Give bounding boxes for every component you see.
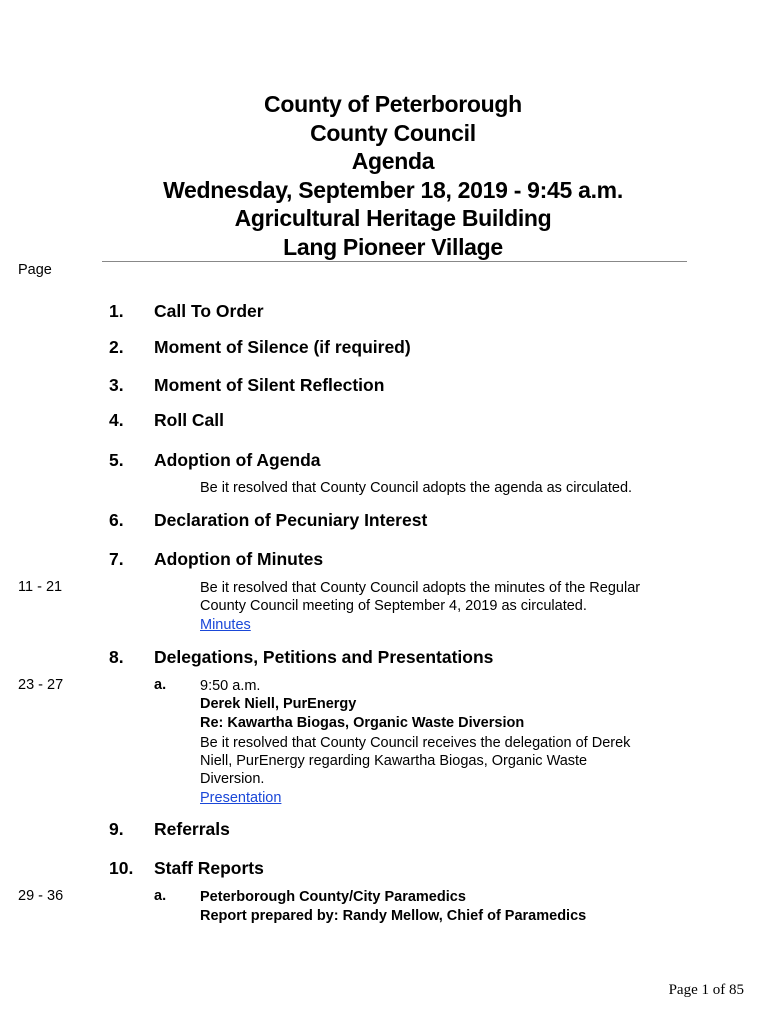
item-8a-resolution-line-1: Be it resolved that County Council receives the delegation of Derek <box>200 735 631 751</box>
item-7-resolution-line-2: County Council meeting of September 4, 2019 as circulated. <box>200 598 587 614</box>
item-8-number: 8. <box>109 647 124 667</box>
item-8a-page-range: 23 - 27 <box>18 677 64 693</box>
title-line-building: Agricultural Heritage Building <box>234 205 552 231</box>
item-6-number: 6. <box>109 510 124 530</box>
item-10a-title: Peterborough County/City Paramedics <box>200 889 466 905</box>
item-5-heading: Adoption of Agenda <box>154 450 321 470</box>
item-8a-delegate: Derek Niell, PurEnergy <box>200 696 357 712</box>
title-line-date: Wednesday, September 18, 2019 - 9:45 a.m. <box>163 176 623 203</box>
item-2-number: 2. <box>109 337 124 357</box>
item-4-number: 4. <box>109 410 124 430</box>
item-10a-author: Report prepared by: Randy Mellow, Chief of Paramedics <box>200 908 587 924</box>
minutes-link[interactable]: Minutes <box>200 617 251 633</box>
item-7-number: 7. <box>109 549 124 569</box>
title-line-council: County Council <box>310 119 476 146</box>
item-7-resolution-line-1: Be it resolved that County Council adopts the minutes of the Regular <box>200 580 641 596</box>
item-6-heading: Declaration of Pecuniary Interest <box>154 510 428 530</box>
item-4-heading: Roll Call <box>154 410 225 430</box>
page-column-label: Page <box>18 262 52 278</box>
title-line-agenda: Agenda <box>351 148 435 174</box>
item-8-heading: Delegations, Petitions and Presentations <box>154 647 494 667</box>
item-7-heading: Adoption of Minutes <box>154 549 324 569</box>
item-10-number: 10. <box>109 858 134 878</box>
item-9-number: 9. <box>109 819 124 839</box>
agenda-title <box>0 90 770 261</box>
page-number-footer: Page 1 of 85 <box>668 982 744 998</box>
item-8a-resolution-line-2: Niell, PurEnergy regarding Kawartha Biogas, Organic Waste <box>200 753 588 769</box>
title-line-county: County of Peterborough <box>264 91 522 117</box>
item-5-number: 5. <box>109 450 124 470</box>
item-8a-resolution-line-3: Diversion. <box>200 771 265 787</box>
item-10a-page-range: 29 - 36 <box>18 888 64 904</box>
item-9-heading: Referrals <box>154 819 230 839</box>
item-8a-letter: a. <box>154 677 167 693</box>
item-1-heading: Call To Order <box>154 301 264 321</box>
item-3-heading: Moment of Silent Reflection <box>154 375 385 395</box>
item-8a-subject: Re: Kawartha Biogas, Organic Waste Diversion <box>200 715 525 731</box>
item-10a-letter: a. <box>154 888 167 904</box>
presentation-link[interactable]: Presentation <box>200 790 282 806</box>
item-5-resolution: Be it resolved that County Council adopts the agenda as circulated. <box>200 480 633 496</box>
item-7-page-range: 11 - 21 <box>18 579 63 595</box>
item-8a-time: 9:50 a.m. <box>200 678 261 694</box>
item-2-heading: Moment of Silence (if required) <box>154 337 411 357</box>
header-divider <box>102 261 687 262</box>
item-10-heading: Staff Reports <box>154 858 264 878</box>
item-3-number: 3. <box>109 375 124 395</box>
title-line-village: Lang Pioneer Village <box>283 233 503 260</box>
item-1-number: 1. <box>109 301 124 321</box>
